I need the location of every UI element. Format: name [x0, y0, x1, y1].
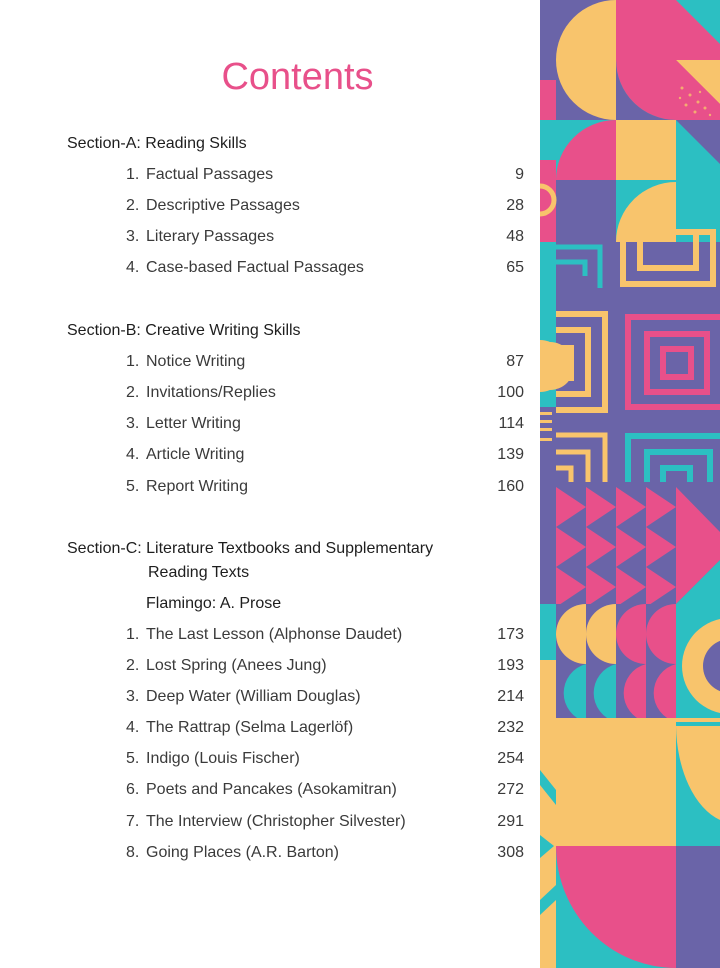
- entry-page: 65: [506, 259, 524, 276]
- page-title: Contents: [221, 56, 374, 98]
- toc-entry[interactable]: [0, 779, 540, 801]
- toc-entry[interactable]: [0, 351, 540, 373]
- toc-entry[interactable]: [0, 226, 540, 248]
- decorative-geometric-pattern: [540, 0, 720, 968]
- toc-entry[interactable]: [0, 748, 540, 770]
- entry-number: 5.: [126, 750, 140, 767]
- entry-number: 8.: [126, 844, 140, 861]
- entry-title: Lost Spring (Anees Jung): [146, 657, 327, 674]
- entry-page: 254: [497, 750, 524, 767]
- toc-entry[interactable]: [0, 476, 540, 498]
- toc-entry[interactable]: [0, 624, 540, 646]
- entry-number: 2.: [126, 197, 140, 214]
- entry-title: Descriptive Passages: [146, 197, 300, 214]
- section-c-heading-continued: Reading Texts: [148, 564, 250, 581]
- entry-title: Case-based Factual Passages: [146, 259, 364, 276]
- entry-title: Invitations/Replies: [146, 384, 276, 401]
- toc-entry[interactable]: [0, 717, 540, 739]
- entry-page: 272: [497, 781, 524, 798]
- entry-number: 2.: [126, 657, 140, 674]
- entry-page: 308: [497, 844, 524, 861]
- entry-title: Literary Passages: [146, 228, 275, 245]
- entry-page: 173: [497, 626, 524, 643]
- toc-entry[interactable]: [0, 195, 540, 217]
- entry-title: The Rattrap (Selma Lagerlöf): [146, 719, 354, 736]
- entry-title: Notice Writing: [146, 353, 246, 370]
- entry-title: Indigo (Louis Fischer): [146, 750, 300, 767]
- section-c-heading: Section-C: Literature Textbooks and Supplementary: [67, 540, 434, 557]
- entry-title: Poets and Pancakes (Asokamitran): [146, 781, 397, 798]
- section-b-heading: Section-B: Creative Writing Skills: [67, 322, 301, 339]
- entry-page: 28: [506, 197, 524, 214]
- toc-entry[interactable]: [0, 842, 540, 864]
- entry-number: 1.: [126, 166, 140, 183]
- entry-page: 232: [497, 719, 524, 736]
- section-a-heading: Section-A: Reading Skills: [67, 135, 247, 152]
- entry-page: 214: [497, 688, 524, 705]
- toc-entry[interactable]: [0, 444, 540, 466]
- entry-number: 4.: [126, 446, 140, 463]
- entry-title: Going Places (A.R. Barton): [146, 844, 339, 861]
- entry-page: 160: [497, 478, 524, 495]
- entry-title: The Interview (Christopher Silvester): [146, 813, 406, 830]
- entry-number: 3.: [126, 228, 140, 245]
- entry-number: 4.: [126, 259, 140, 276]
- toc-entry[interactable]: [0, 382, 540, 404]
- toc-entry[interactable]: [0, 655, 540, 677]
- entry-number: 7.: [126, 813, 140, 830]
- toc-entry[interactable]: [0, 257, 540, 279]
- entry-title: Deep Water (William Douglas): [146, 688, 361, 705]
- entry-title: The Last Lesson (Alphonse Daudet): [146, 626, 403, 643]
- entry-number: 3.: [126, 415, 140, 432]
- entry-page: 100: [497, 384, 524, 401]
- entry-page: 48: [506, 228, 524, 245]
- entry-number: 1.: [126, 353, 140, 370]
- entry-page: 193: [497, 657, 524, 674]
- entry-number: 2.: [126, 384, 140, 401]
- geometric-pattern-icon: [540, 0, 720, 968]
- entry-number: 3.: [126, 688, 140, 705]
- entry-number: 6.: [126, 781, 140, 798]
- toc-entry[interactable]: [0, 686, 540, 708]
- entry-title: Letter Writing: [146, 415, 241, 432]
- entry-page: 114: [498, 415, 524, 432]
- toc-entry[interactable]: [0, 811, 540, 833]
- entry-title: Factual Passages: [146, 166, 274, 183]
- entry-page: 291: [497, 813, 524, 830]
- entry-page: 139: [497, 446, 524, 463]
- entry-page: 9: [515, 166, 524, 183]
- toc-entry[interactable]: [0, 413, 540, 435]
- toc-entry[interactable]: [0, 164, 540, 186]
- subsection-heading: Flamingo: A. Prose: [146, 595, 282, 612]
- entry-page: 87: [506, 353, 524, 370]
- entry-title: Report Writing: [146, 478, 248, 495]
- entry-number: 5.: [126, 478, 140, 495]
- entry-title: Article Writing: [146, 446, 245, 463]
- entry-number: 1.: [126, 626, 140, 643]
- entry-number: 4.: [126, 719, 140, 736]
